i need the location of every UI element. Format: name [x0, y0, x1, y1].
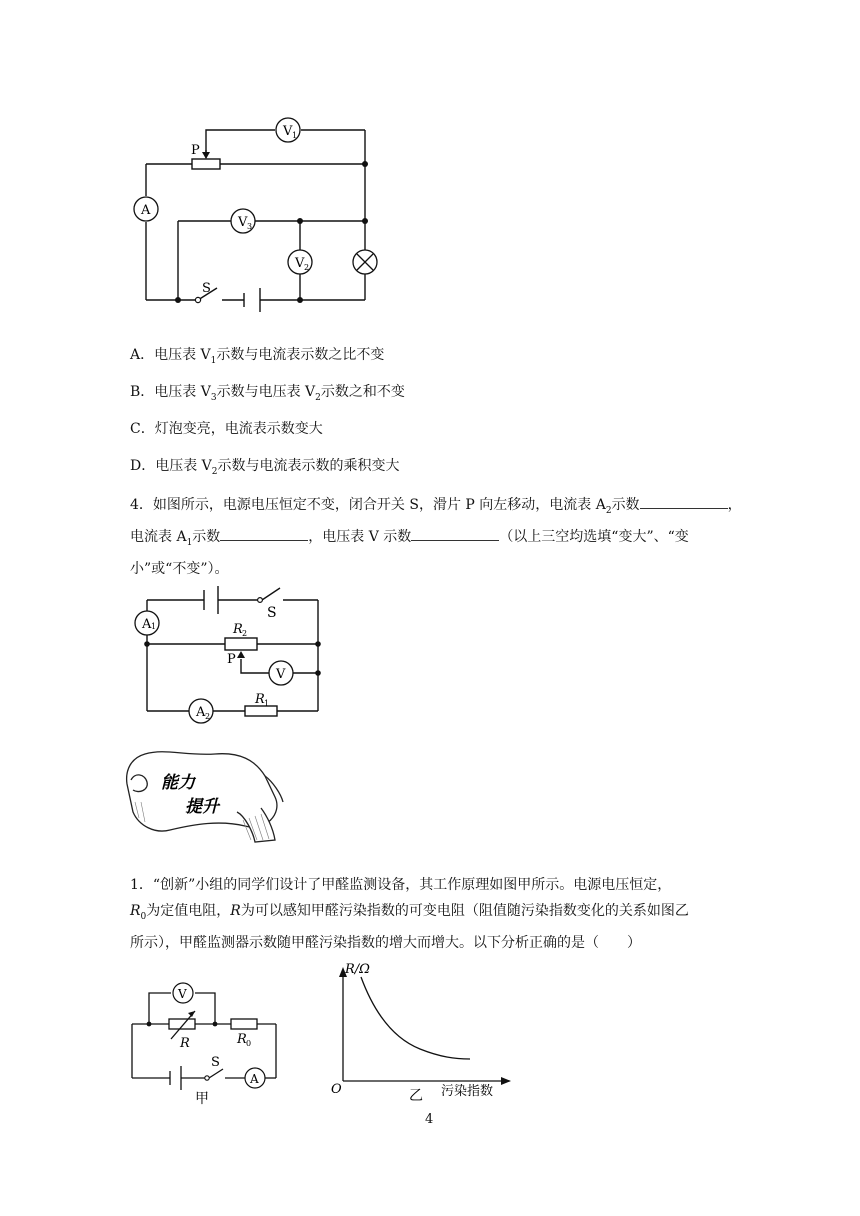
svg-text:1: 1 — [151, 622, 157, 631]
caption-yi: 乙 — [409, 1088, 423, 1104]
v1-sub: 1 — [292, 131, 298, 140]
circuit-diagram-1 — [120, 110, 390, 320]
svg-text:V: V — [276, 667, 286, 682]
question-1: 1．“创新”小组的同学们设计了甲醛监测设备，其工作原理如图甲所示。电源电压恒定， $R_0$为定值电阻，R为可以感知甲醛污染指数的可变电阻（阻值随污染指数变化的关系如图乙 所示），甲醛监测器示数随甲醛污染指数的增大而增大。以下分析正确的是（ ） — [130, 877, 689, 951]
svg-text:A: A — [142, 617, 152, 632]
question-4: 4．如图所示，电源电压恒定不变，闭合开关 S，滑片 P 向左移动，电流表 $A_2$示数 ， 电流表 $A_1$示数 ，电压表 V 示数 （以上三空均选填“变大”、“变 小”或“不变”）。 — [130, 492, 740, 582]
switch-label-s: S — [267, 605, 277, 621]
switch-label-s: S — [211, 1055, 220, 1070]
answer-blank-1[interactable] — [640, 494, 728, 509]
resistance-curve — [361, 977, 470, 1059]
svg-text:1: 1 — [264, 699, 270, 708]
graph-yi — [325, 955, 515, 1105]
v2-sub: 2 — [304, 263, 310, 272]
option-c: C．灯泡变亮，电流表示数变大 — [130, 421, 323, 437]
lamp-icon — [353, 250, 377, 274]
v2-label: V — [295, 256, 305, 271]
answer-blank-3[interactable] — [411, 526, 499, 541]
r1-label: R — [255, 692, 265, 707]
option-a: A．电压表 $V_1$示数与电流表示数之比不变 — [130, 347, 385, 366]
y-axis-label: R/Ω — [345, 962, 370, 977]
circuit-diagram-jia — [125, 975, 285, 1105]
svg-text:2: 2 — [242, 629, 248, 638]
banner-scroll-icon — [125, 742, 295, 852]
svg-text:2: 2 — [205, 712, 211, 721]
svg-text:A: A — [250, 1072, 259, 1086]
option-d: D．电压表 $V_2$示数与电流表示数的乘积变大 — [130, 458, 400, 477]
ammeter-label: A — [141, 203, 151, 218]
answer-blank-2[interactable] — [220, 526, 308, 541]
v1-label: V — [283, 124, 293, 139]
option-b: B．电压表 $V_3$示数与电压表 $V_2$示数之和不变 — [130, 384, 405, 403]
r2-label: R — [233, 622, 243, 637]
origin-label: O — [331, 1082, 342, 1097]
svg-text:A: A — [196, 705, 206, 720]
x-axis-label: 污染指数 — [441, 1084, 494, 1099]
svg-text:V: V — [178, 987, 187, 1001]
v3-label: V — [238, 215, 248, 230]
r-label: R — [180, 1036, 190, 1051]
slider-label-p: P — [227, 652, 236, 667]
caption-jia: 甲 — [195, 1091, 209, 1105]
r0-label: R — [237, 1032, 247, 1047]
banner-line-1: 能力 — [161, 773, 195, 793]
page-number: 4 — [425, 1112, 434, 1127]
v3-sub: 3 — [247, 222, 253, 231]
slider-label-p: P — [191, 143, 200, 158]
banner-line-2: 提升 — [185, 797, 219, 817]
switch-label-s: S — [202, 281, 211, 296]
svg-text:0: 0 — [246, 1039, 252, 1048]
circuit-diagram-2 — [125, 578, 335, 728]
switch-contact — [195, 297, 200, 302]
